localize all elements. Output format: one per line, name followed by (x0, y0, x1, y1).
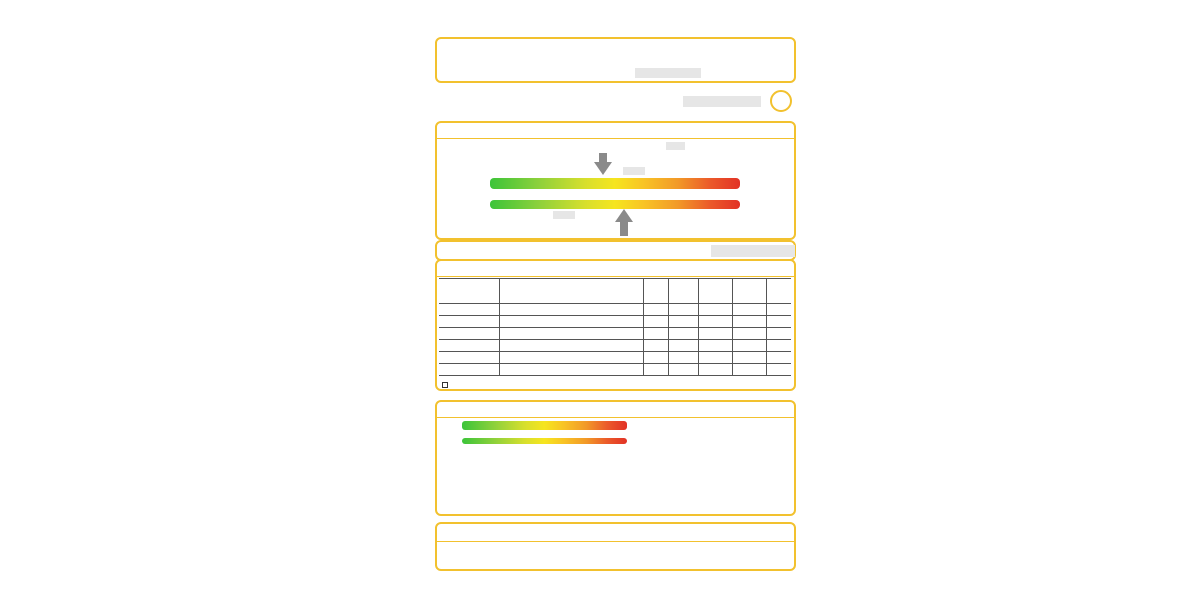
header-energy-carrier (499, 279, 643, 304)
header-climate-factor (767, 279, 791, 304)
header-primary-factor (643, 279, 668, 304)
header-heating-share (733, 279, 767, 304)
table-row (439, 304, 791, 316)
header-box (435, 37, 796, 83)
comparison-scale-ticks (462, 431, 627, 438)
end-energy-summary-box (435, 240, 796, 261)
certificate-page (400, 0, 800, 600)
row-hot-water-share (699, 304, 733, 316)
page-number-badge (770, 90, 792, 112)
more-entries-checkbox[interactable] (442, 382, 448, 388)
energy-scale-bottom (490, 200, 740, 209)
primary-energy-value (553, 211, 575, 219)
section-divider (437, 138, 794, 139)
end-energy-summary-value (711, 245, 795, 257)
end-energy-value (623, 167, 645, 175)
header-energy-consumption (668, 279, 699, 304)
period-cell (439, 304, 499, 316)
consumption-table (439, 278, 791, 376)
comparison-box (435, 400, 796, 516)
comparison-scale-bottom (462, 438, 627, 444)
comparison-scale (462, 421, 627, 430)
section-divider (437, 276, 794, 277)
consumption-record-box (435, 259, 796, 391)
law-date (635, 68, 701, 78)
table-row (439, 328, 791, 340)
row-climate-factor (767, 304, 791, 316)
row-primary-factor (643, 304, 668, 316)
table-row (439, 364, 791, 376)
section-divider (437, 417, 794, 418)
table-row (439, 340, 791, 352)
ghg-value (666, 142, 685, 150)
row-energy-carrier (499, 304, 643, 316)
row-energy-consumption (668, 304, 699, 316)
energy-consumption-box (435, 121, 796, 240)
table-row (439, 352, 791, 364)
row-heating-share (733, 304, 767, 316)
table-row (439, 316, 791, 328)
header-period (439, 279, 499, 304)
registration-number (683, 96, 761, 107)
energy-scale-ticks (490, 191, 740, 199)
header-hot-water-share (699, 279, 733, 304)
method-box (435, 522, 796, 571)
energy-scale-top (490, 178, 740, 189)
section-divider (437, 541, 794, 542)
